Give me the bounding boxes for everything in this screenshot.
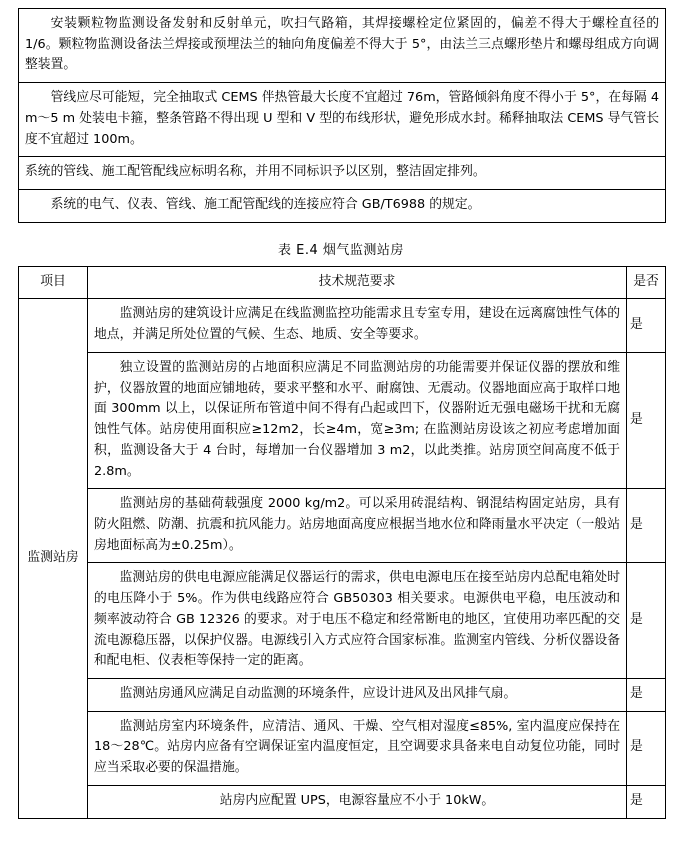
requirement-cell: 独立设置的监测站房的占地面积应满足不同监测站房的功能需要并保证仪器的摆放和维护，仪器放置的地面应铺地砖，要求平整和水平、耐腐蚀、无震动。仪器地面应高于取样口地面 300mm 以上，以保证所布管道中间不得有凸起或凹下，仪器附近无强电磁场干扰和无腐蚀性气体。站房使用面积应≥12m2，长≥4m，宽≥3m; 在监测站房设该之初应考虑增加面积，监测设备大于 4 台时，每增加一台仪器增加 3 m2，以此类推。站房顶空间高度不低于 2.8m。: [88, 352, 627, 488]
header-yes: 是否: [627, 266, 666, 299]
table-row: [19, 489, 666, 563]
requirement-cell: 安装颗粒物监测设备发射和反射单元，吹扫气路箱，其焊接螺栓定位紧固的，偏差不得大于螺栓直径的 1/6。颗粒物监测设备法兰焊接或预埋法兰的轴向角度偏差不得大于 5°，由法兰三点螺形垫片和螺母组成方向调整装置。: [19, 9, 666, 83]
yes-cell: [627, 299, 666, 352]
yes-mark: 是: [630, 739, 643, 755]
installation-requirements-table: [18, 8, 666, 223]
table-row: [19, 711, 666, 785]
table-caption: 表 E.4 烟气监测站房: [278, 242, 404, 258]
table-row: [19, 190, 666, 223]
yes-mark: 是: [630, 516, 643, 532]
yes-cell: [627, 489, 666, 563]
requirement-cell: 管线应尽可能短，完全抽取式 CEMS 伴热管最大长度不宜超过 76m，管路倾斜角度不得小于 5°，在每隔 4 m～5 m 处装电卡箍，整条管路不得出现 U 型和 V 型的布线形状，避免形成水封。稀释抽取法 CEMS 导气管长度不宜超过 100m。: [19, 83, 666, 157]
table-row: [19, 678, 666, 711]
table-row: [19, 9, 666, 83]
yes-cell: [627, 785, 666, 818]
table-row: [19, 83, 666, 157]
yes-mark: 是: [630, 792, 643, 808]
item-label-cell: 监测站房: [19, 299, 88, 818]
table-row: [19, 563, 666, 679]
requirement-cell: 监测站房通风应满足自动监测的环境条件，应设计进风及出风排气扇。: [88, 678, 627, 711]
top-spacer: [0, 0, 682, 8]
yes-mark: 是: [630, 316, 643, 332]
requirement-cell: 监测站房的供电电源应能满足仪器运行的需求，供电电源电压在接至站房内总配电箱处时的电压降小于 5%。作为供电线路应符合 GB50303 相关要求。电源供电平稳，电压波动和频率波动符合 GB 12326 的要求。对于电压不稳定和经常断电的地区，宜使用功率匹配的交流电源稳压器，以保护仪器。电源线引入方式应符合国家标准。监测室内管线、分析仪器设备和配电柜、仪表柜等保持一定的距离。: [88, 563, 627, 679]
yes-mark: 是: [630, 685, 643, 701]
yes-cell: [627, 563, 666, 679]
table-row: [19, 352, 666, 488]
requirement-cell: 系统的电气、仪表、管线、施工配管配线的连接应符合 GB/T6988 的规定。: [19, 190, 666, 223]
yes-mark: 是: [630, 611, 643, 627]
requirement-cell: 站房内应配置 UPS，电源容量应不小于 10kW。: [88, 785, 627, 818]
yes-cell: [627, 352, 666, 488]
requirement-cell: 监测站房的建筑设计应满足在线监测监控功能需求且专室专用，建设在远离腐蚀性气体的地点，并满足所处位置的气候、生态、地质、安全等要求。: [88, 299, 627, 352]
yes-mark: 是: [630, 411, 643, 427]
header-requirement: 技术规范要求: [88, 266, 627, 299]
yes-cell: [627, 711, 666, 785]
header-item: 项目: [19, 266, 88, 299]
yes-cell: [627, 678, 666, 711]
table-row: [19, 157, 666, 190]
smoke-monitoring-room-table: [18, 266, 666, 819]
requirement-cell: 监测站房室内环境条件，应清洁、通风、干燥、空气相对湿度≤85%, 室内温度应保持在 18～28℃。站房内应备有空调保证室内温度恒定，且空调要求具备来电自动复位功能，同时应当采取必要的保温措施。: [88, 711, 627, 785]
requirement-cell: 系统的管线、施工配管配线应标明名称，并用不同标识予以区别，整洁固定排列。: [19, 157, 666, 190]
requirement-cell: 监测站房的基础荷载强度 2000 kg/m2。可以采用砖混结构、钢混结构固定站房，具有防火阻燃、防潮、抗震和抗风能力。站房地面高度应根据当地水位和降雨量水平决定（一般站房地面标高为±0.25m）。: [88, 489, 627, 563]
table-row: [19, 785, 666, 818]
table-row: [19, 299, 666, 352]
table-header-row: [19, 266, 666, 299]
